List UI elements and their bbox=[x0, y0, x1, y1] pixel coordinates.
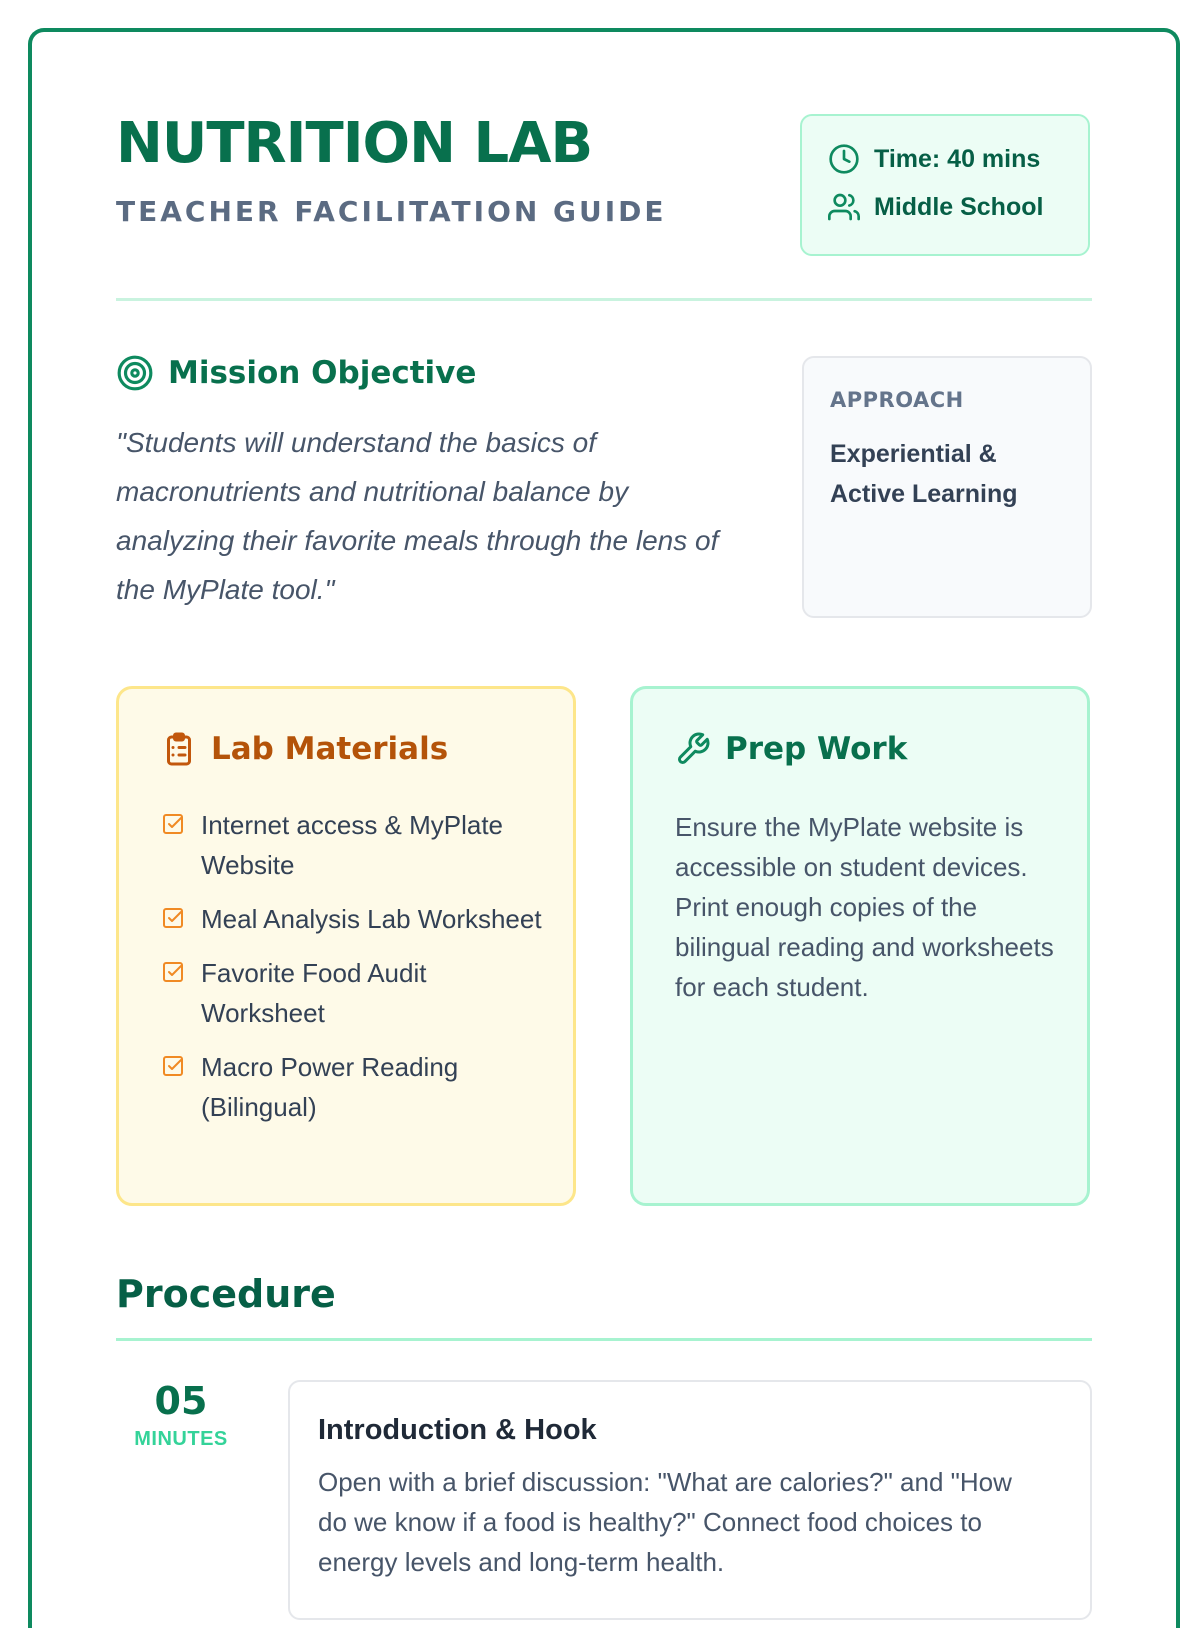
step-minutes: 05 bbox=[154, 1379, 208, 1423]
meta-time bbox=[828, 142, 1040, 176]
step-title: Introduction & Hook bbox=[318, 1414, 597, 1446]
prep-work-text: Ensure the MyPlate website is accessible on student devices. Print enough copies of the bilingual reading and worksheets for each student. bbox=[675, 812, 1054, 1002]
lab-materials-title: Lab Materials bbox=[211, 731, 449, 767]
header-divider bbox=[116, 298, 1092, 301]
step-description: Open with a brief discussion: "What are calories?" and "How do we know if a food is healthy?" Connect food choices to energy levels and long-term health. bbox=[318, 1467, 1012, 1577]
checkbox-checked-icon bbox=[161, 812, 185, 836]
material-label: Favorite Food Audit Worksheet bbox=[201, 958, 427, 1028]
lab-materials-heading bbox=[161, 731, 448, 767]
approach-value: Experiential & Active Learning bbox=[830, 440, 1018, 508]
list-item bbox=[161, 805, 551, 885]
target-icon bbox=[116, 354, 154, 392]
mission-text: "Students will understand the basics of macronutrients and nutritional balance by analyzing their favorite meals through the lens of the MyPlate tool." bbox=[116, 427, 719, 605]
prep-work-card bbox=[630, 686, 1090, 1206]
list-item bbox=[161, 1047, 551, 1127]
prep-work-title: Prep Work bbox=[725, 731, 908, 767]
procedure-divider bbox=[116, 1338, 1092, 1341]
step-unit: MINUTES bbox=[134, 1428, 228, 1450]
materials-list bbox=[161, 805, 551, 1141]
clipboard-icon bbox=[161, 731, 197, 767]
time-label: Time: 40 mins bbox=[874, 144, 1041, 173]
page-subtitle: TEACHER FACILITATION GUIDE bbox=[116, 195, 667, 228]
list-item bbox=[161, 899, 551, 939]
material-label: Internet access & MyPlate Website bbox=[201, 810, 504, 880]
step-duration bbox=[116, 1378, 246, 1451]
wrench-icon bbox=[675, 731, 711, 767]
lab-materials-card bbox=[116, 686, 576, 1206]
material-label: Meal Analysis Lab Worksheet bbox=[201, 904, 542, 934]
header bbox=[116, 112, 1196, 262]
approach-box bbox=[802, 356, 1092, 618]
procedure-title: Procedure bbox=[116, 1272, 336, 1316]
mission-heading bbox=[116, 354, 736, 392]
mission-section bbox=[116, 354, 736, 614]
step-card bbox=[288, 1380, 1092, 1620]
clock-icon bbox=[828, 143, 860, 175]
checkbox-checked-icon bbox=[161, 906, 185, 930]
page-title: NUTRITION LAB bbox=[116, 111, 593, 176]
meta-box bbox=[800, 114, 1090, 256]
material-label: Macro Power Reading (Bilingual) bbox=[201, 1052, 459, 1122]
meta-audience bbox=[828, 190, 1043, 224]
checkbox-checked-icon bbox=[161, 960, 185, 984]
users-icon bbox=[828, 191, 860, 223]
list-item bbox=[161, 953, 551, 1033]
mission-title: Mission Objective bbox=[168, 355, 477, 391]
prep-work-heading bbox=[675, 731, 907, 767]
audience-label: Middle School bbox=[874, 192, 1044, 221]
approach-label: APPROACH bbox=[830, 388, 964, 412]
checkbox-checked-icon bbox=[161, 1054, 185, 1078]
